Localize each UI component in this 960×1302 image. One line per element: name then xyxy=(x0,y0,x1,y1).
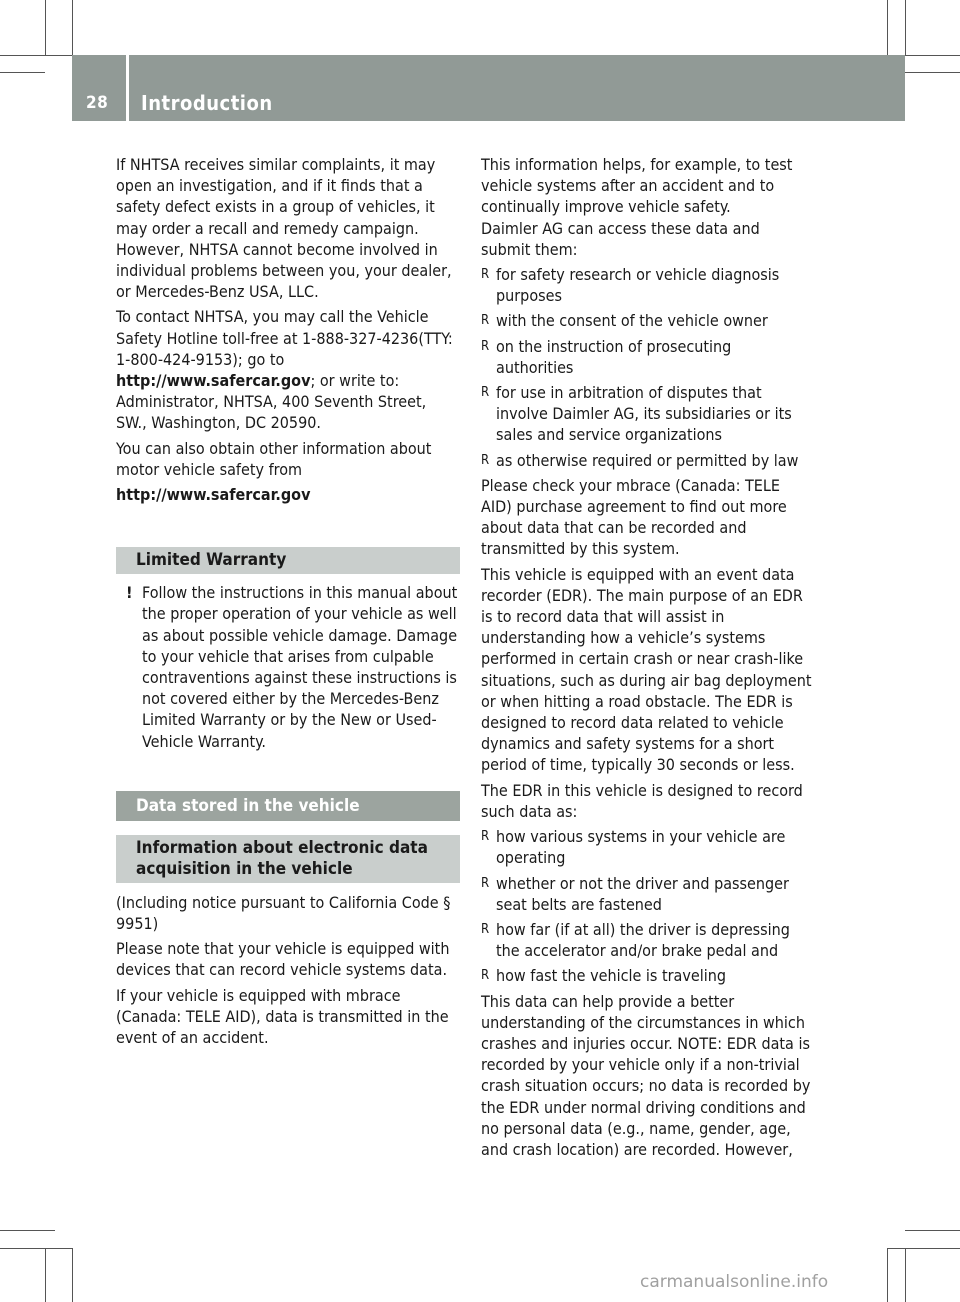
bullet-list xyxy=(481,264,813,471)
bullet-list xyxy=(481,826,813,986)
link-safercar[interactable]: http://www.safercar.gov xyxy=(116,371,311,391)
list-item: R how various systems in your vehicle are operating xyxy=(481,827,786,868)
heading-info-electronic-data: Information about electronic data acquisition in the vehicle xyxy=(116,835,460,883)
crop-mark xyxy=(45,1248,46,1302)
bullet-icon: R xyxy=(481,267,490,283)
list-item: R with the consent of the vehicle owner xyxy=(481,311,768,331)
right-column xyxy=(481,154,813,1164)
list-item: R how fast the vehicle is traveling xyxy=(481,966,726,986)
heading-limited-warranty: Limited Warranty xyxy=(116,547,460,574)
paragraph: Please check your mbrace (Canada: TELE AID) purchase agreement to find out more about data that can be recorded and transmitted by this system. xyxy=(481,475,787,559)
warranty-note xyxy=(116,582,460,752)
paragraph: Daimler AG can access these data and submit them: xyxy=(481,218,760,259)
crop-mark xyxy=(45,0,46,55)
crop-mark xyxy=(905,1230,960,1231)
crop-mark xyxy=(0,1248,72,1249)
list-item: R how far (if at all) the driver is depressing the accelerator and/or brake pedal and xyxy=(481,919,790,961)
crop-mark xyxy=(905,0,906,55)
paragraph: This data can help provide a better understanding of the circumstances in which crashes and injuries occur. NOTE: EDR data is recorded by your vehicle only if a non-trivial crash situation occurs; no data is recorded by the EDR under normal driving conditions and no personal data (e.g., name, gender, age, and crash location) are recorded. However, xyxy=(481,991,811,1159)
bullet-icon: R xyxy=(481,313,490,329)
crop-mark xyxy=(887,0,888,55)
crop-mark xyxy=(72,0,73,55)
paragraph: The EDR in this vehicle is designed to record such data as: xyxy=(481,780,803,821)
crop-mark xyxy=(905,72,960,73)
list-item: R for use in arbitration of disputes that involve Daimler AG, its subsidiaries or its sales and service organizations xyxy=(481,383,792,445)
paragraph: If your vehicle is equipped with mbrace (Canada: TELE AID), data is transmitted in the event of an accident. xyxy=(116,985,449,1048)
paragraph: Please note that your vehicle is equipped with devices that can record vehicle systems data. xyxy=(116,939,450,980)
paragraph: To contact NHTSA, you may call the Vehicle Safety Hotline toll-free at 1-888-327-4236(TTY: 1-800-424-9153); go to http://www.safercar.gov; or write to: Administrator, NHTSA, 400 Seventh Street, SW., Washington, DC 20590. xyxy=(116,307,453,433)
paragraph: This information helps, for example, to test vehicle systems after an accident and to continually improve vehicle safety. xyxy=(481,155,793,217)
bullet-icon: R xyxy=(481,875,490,891)
crop-mark xyxy=(0,55,72,56)
section-title: Introduction xyxy=(141,91,273,115)
page-number: 28 xyxy=(86,93,109,113)
paragraph: If NHTSA receives similar complaints, it may open an investigation, and if it finds that a safety defect exists in a group of vehicles, it may order a recall and remedy campaign. However, NHTSA cannot become involved in individual problems between you, your dealer, or Mercedes-Benz USA, LLC. xyxy=(116,155,452,302)
bullet-icon: R xyxy=(481,921,490,937)
crop-mark xyxy=(887,1248,888,1302)
list-item: R for safety research or vehicle diagnosis purposes xyxy=(481,265,780,306)
crop-mark xyxy=(0,72,45,73)
crop-mark xyxy=(887,1248,960,1249)
list-item: R as otherwise required or permitted by law xyxy=(481,450,799,470)
warning-icon: ! xyxy=(126,583,133,603)
crop-mark xyxy=(0,1230,55,1231)
crop-mark xyxy=(72,1248,73,1302)
warranty-text: Follow the instructions in this manual about the proper operation of your vehicle as well as about possible vehicle damage. Damage to your vehicle that arises from culpable contraventions against these instructions is not covered either by the Mercedes-Benz Limited Warranty or by the New or Used-Vehicle Warranty. xyxy=(142,583,458,751)
paragraph: (Including notice pursuant to California Code § 9951) xyxy=(116,892,451,934)
heading-data-stored: Data stored in the vehicle xyxy=(116,791,460,821)
watermark: carmanualsonline.info xyxy=(640,1272,829,1292)
bullet-icon: R xyxy=(481,829,490,845)
link-safercar[interactable]: http://www.safercar.gov xyxy=(116,485,311,505)
paragraph: You can also obtain other information about motor vehicle safety from xyxy=(116,438,432,479)
left-column xyxy=(116,154,460,1052)
bullet-icon: R xyxy=(481,452,490,468)
header-separator xyxy=(126,55,129,121)
bullet-icon: R xyxy=(481,968,490,984)
crop-mark xyxy=(905,55,960,56)
paragraph: This vehicle is equipped with an event data recorder (EDR). The main purpose of an EDR is to record data that will assist in understanding how a vehicle’s systems performed in certain crash or near crash-like situations, such as during air bag deployment or when hitting a road obstacle. The EDR is designed to record data related to vehicle dynamics and safety systems for a short period of time, typically 30 seconds or less. xyxy=(481,564,812,775)
list-item: R on the instruction of prosecuting authorities xyxy=(481,336,732,377)
list-item: R whether or not the driver and passenger seat belts are fastened xyxy=(481,873,789,914)
crop-mark xyxy=(905,1248,906,1302)
bullet-icon: R xyxy=(481,385,490,401)
bullet-icon: R xyxy=(481,338,490,354)
